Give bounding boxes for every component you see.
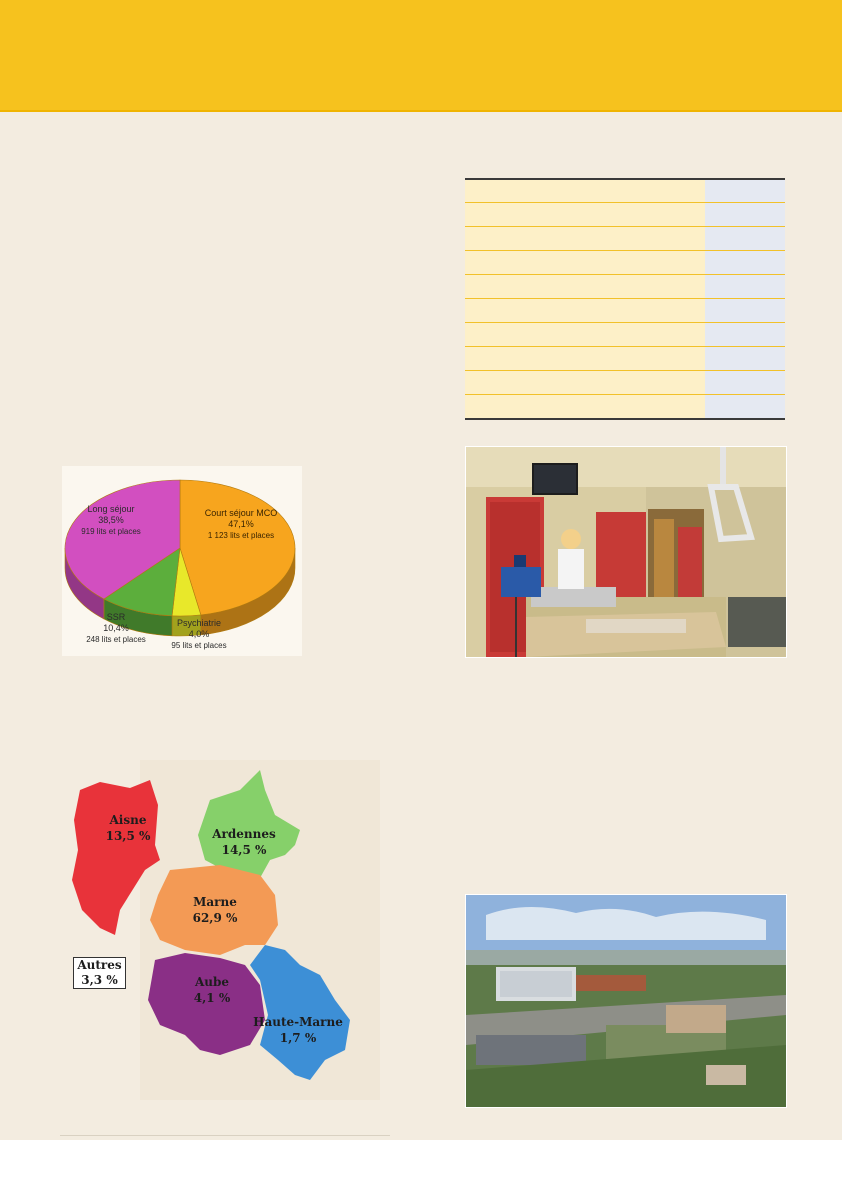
table-row: [465, 323, 785, 347]
table-cell-value: [705, 203, 785, 227]
capacity-table: [465, 178, 785, 420]
table-cell-value: [705, 371, 785, 395]
ardennes-value: 14,5 %: [221, 843, 267, 857]
table-row: [465, 299, 785, 323]
long-sejour-count: 919 lits et places: [81, 527, 141, 536]
table-cell-value: [705, 227, 785, 251]
marne-name: Marne: [193, 895, 237, 909]
table-cell-value: [705, 251, 785, 275]
table-row: [465, 395, 785, 420]
table-cell-value: [705, 275, 785, 299]
aube-name: Aube: [194, 975, 230, 989]
psychiatrie-name: Psychiatrie: [176, 618, 221, 628]
label-haute-marne: [248, 1014, 348, 1046]
table-cell-label: [465, 251, 705, 275]
bottom-rule: [60, 1135, 390, 1136]
label-aisne: [96, 812, 160, 844]
long-sejour-percent: 38,5%: [98, 515, 124, 525]
ardennes-name: Ardennes: [212, 827, 276, 841]
table-row: [465, 251, 785, 275]
table-cell-value: [705, 323, 785, 347]
table-cell-label: [465, 203, 705, 227]
hospital-aerial-photo: [465, 894, 787, 1108]
psychiatrie-percent: 4,0%: [188, 629, 210, 639]
table-cell-value: [705, 179, 785, 203]
aube-value: 4,1 %: [193, 991, 231, 1005]
origin-map: [60, 760, 380, 1100]
map-svg: [60, 760, 380, 1100]
table-cell-value: [705, 395, 785, 420]
table-cell-label: [465, 227, 705, 251]
table-cell-label: [465, 179, 705, 203]
pie-label-long-sejour: [68, 504, 154, 537]
table-cell-value: [705, 299, 785, 323]
table-row: [465, 179, 785, 203]
long-sejour-name: Long séjour: [87, 504, 135, 514]
table-cell-label: [465, 371, 705, 395]
capacity-pie-chart: [62, 466, 302, 656]
table-cell-label: [465, 299, 705, 323]
table-row: [465, 371, 785, 395]
aisne-value: 13,5 %: [105, 829, 151, 843]
table-row: [465, 275, 785, 299]
haute-marne-name: Haute-Marne: [253, 1015, 343, 1029]
autres-name: Autres: [77, 958, 122, 972]
pie-label-court-sejour: [186, 508, 296, 541]
table-row: [465, 203, 785, 227]
label-ardennes: [206, 826, 282, 858]
aisne-name: Aisne: [109, 813, 147, 827]
table-cell-label: [465, 395, 705, 420]
label-aube: [184, 974, 240, 1006]
table-cell-value: [705, 347, 785, 371]
table-row: [465, 347, 785, 371]
table-cell-label: [465, 347, 705, 371]
header-band: [0, 0, 842, 112]
court-sejour-count: 1 123 lits et places: [207, 531, 275, 540]
table-cell-label: [465, 323, 705, 347]
court-sejour-name: Court séjour MCO: [204, 508, 278, 518]
label-marne: [180, 894, 250, 926]
ssr-percent: 10,4%: [103, 623, 129, 633]
pie-label-ssr: [76, 612, 156, 645]
autres-value: 3,3 %: [81, 973, 118, 987]
court-sejour-percent: 47,1%: [228, 519, 254, 529]
autres-box: [73, 957, 126, 989]
hospital-room-photo: [465, 446, 787, 658]
ssr-name: SSR: [106, 612, 126, 622]
psychiatrie-count: 95 lits et places: [171, 641, 227, 650]
table-cell-label: [465, 275, 705, 299]
ssr-count: 248 lits et places: [86, 635, 146, 644]
pie-label-psychiatrie: [154, 618, 244, 651]
marne-value: 62,9 %: [192, 911, 238, 925]
table-row: [465, 227, 785, 251]
haute-marne-value: 1,7 %: [279, 1031, 317, 1045]
